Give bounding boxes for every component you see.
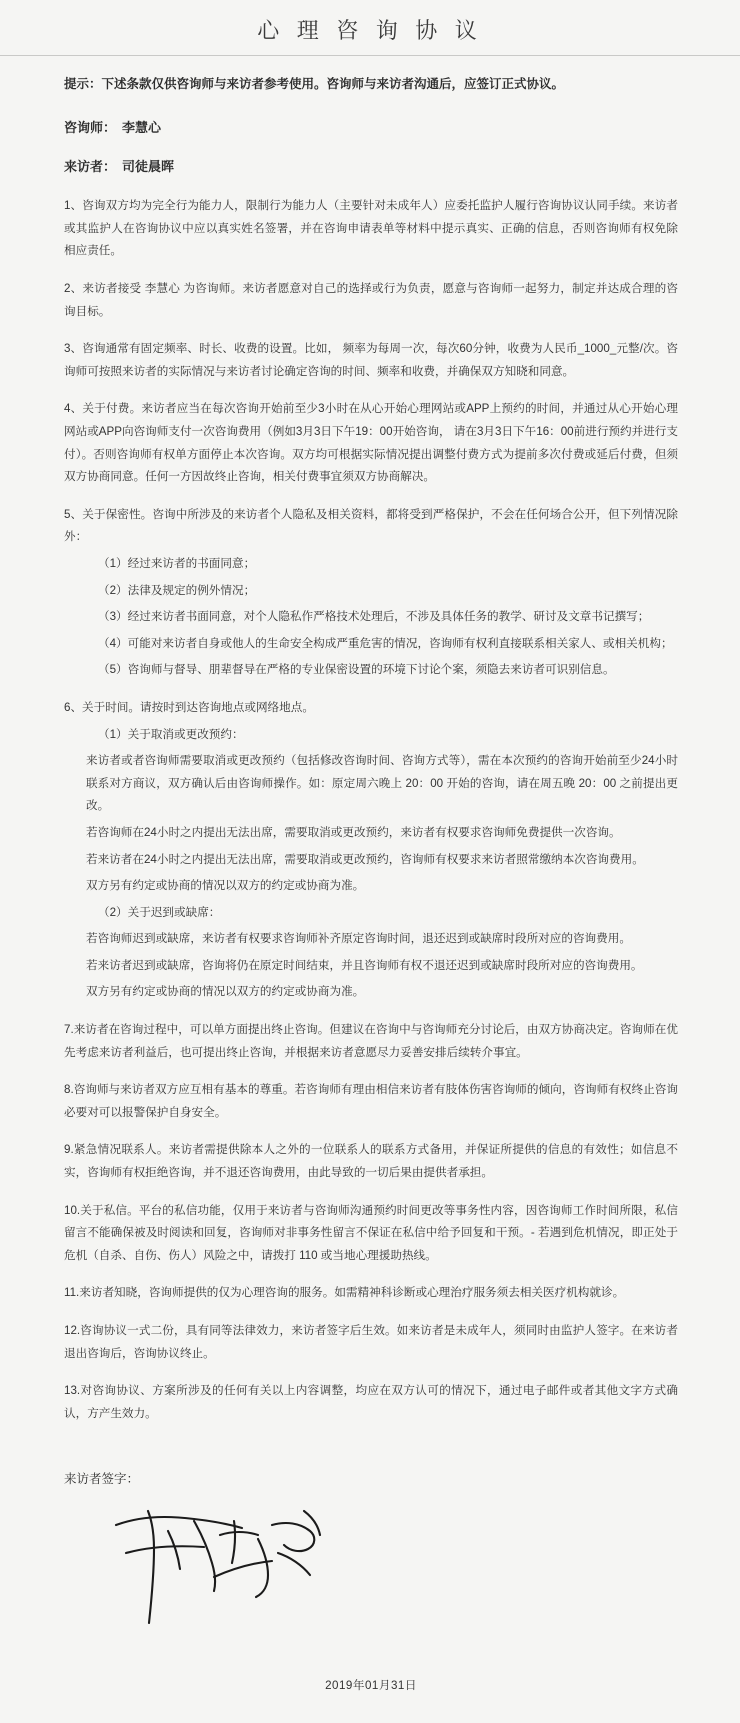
clause-12: 12.咨询协议一式二份，具有同等法律效力，来访者签字后生效。如来访者是未成年人，须同时由监护人签字。在来访者退出咨询后，咨询协议终止。 <box>64 1324 678 1360</box>
counselor-name: 李慧心 <box>122 120 162 136</box>
document-body <box>0 74 740 1693</box>
confidentiality-item-3: （3）经过来访者书面同意，对个人隐私作严格技术处理后，不涉及具体任务的教学、研讨及文章书记撰写； <box>98 610 650 624</box>
clause-6-sub2-para-1: 若咨询师迟到或缺席，来访者有权要求咨询师补齐原定咨询时间，退还迟到或缺席时段所对应的咨询费用。 <box>86 932 631 946</box>
clause-4: 4、关于付费。来访者应当在每次咨询开始前至少3小时在从心开始心理网站或APP上预约的时间，并通过从心开始心理网站或APP向咨询师支付一次咨询费用（例如3月3日下午19：00开始咨询， 请在3月3日下午16：00前进行预约并进行支付）。否则咨询师有权单方面停止本次咨询。双方均可根据实际情况提出调整付费方式为提前多次付费或延后付费，但须双方协商同意。任何一方因故终止咨询，相关付费事宜须双方协商解决。 <box>64 402 678 484</box>
clause-5: 5、关于保密性。咨询中所涉及的来访者个人隐私及相关资料，都将受到严格保护，不会在任何场合公开，但下列情况除外： <box>64 507 678 544</box>
clause-6-sub1-para-2: 若咨询师在24小时之内提出无法出席，需要取消或更改预约，来访者有权要求咨询师免费提供一次咨询。 <box>86 825 621 839</box>
signature-area <box>64 1491 678 1641</box>
client-name: 司徒晨晖 <box>122 159 175 175</box>
clause-6-sub2-heading: （2）关于迟到或缺席： <box>98 905 221 919</box>
clause-6-sub1-para-1: 来访者或者咨询师需要取消或更改预约（包括修改咨询时间、咨询方式等），需在本次预约的咨询开始前至少24小时联系对方商议，双方确认后由咨询师操作。如：原定周六晚上 20：00 开始的咨询，请在周五晚 20：00 之前提出更改。 <box>86 754 678 813</box>
clause-2: 2、来访者接受 李慧心 为咨询师。来访者愿意对自己的选择或行为负责，愿意与咨询师一起努力，制定并达成合理的咨询目标。 <box>64 282 678 318</box>
clause-7: 7.来访者在咨询过程中，可以单方面提出终止咨询。但建议在咨询中与咨询师充分讨论后，由双方协商决定。咨询师在优先考虑来访者利益后，也可提出终止咨询，并根据来访者意愿尽力妥善安排后续转介事宜。 <box>64 1023 678 1059</box>
clause-6-sub1-para-3: 若来访者在24小时之内提出无法出席，需要取消或更改预约，咨询师有权要求来访者照常缴纳本次咨询费用。 <box>86 852 644 866</box>
clause-9: 9.紧急情况联系人。来访者需提供除本人之外的一位联系人的联系方式备用，并保证所提供的信息的有效性；如信息不实，咨询师有权拒绝咨询，并不退还咨询费用，由此导致的一切后果由提供者承担。 <box>64 1143 678 1180</box>
signature-label: 来访者签字： <box>64 1472 140 1487</box>
clause-11: 11.来访者知晓，咨询师提供的仅为心理咨询的服务。如需精神科诊断或心理治疗服务须去相关医疗机构就诊。 <box>64 1286 625 1300</box>
confidentiality-item-5: （5）咨询师与督导、朋辈督导在严格的专业保密设置的环境下讨论个案，须隐去来访者可识别信息。 <box>98 663 615 677</box>
clause-3: 3、咨询通常有固定频率、时长、收费的设置。比如， 频率为每周一次，每次60分钟，收费为人民币_1000_元整/次。咨询师可按照来访者的实际情况与来访者讨论确定咨询的时间、频率和收费，并确保双方知晓和同意。 <box>64 342 678 378</box>
clause-10: 10.关于私信。平台的私信功能，仅用于来访者与咨询师沟通预约时间更改等事务性内容，因咨询师工作时间所限，私信留言不能确保被及时阅读和回复，咨询师对非事务性留言不保证在私信中给予回复和干预。- 若遇到危机情况，即正处于危机（自杀、自伤、伤人）风险之中，请拨打 110 或当地心理援助热线。 <box>64 1203 678 1262</box>
clause-6-sub1-para-4: 双方另有约定或协商的情况以双方的约定或协商为准。 <box>86 879 365 893</box>
clause-1: 1、咨询双方均为完全行为能力人，限制行为能力人（主要针对未成年人）应委托监护人履行咨询协议认同手续。来访者或其监护人在咨询协议中应以真实姓名签署，并在咨询申请表单等材料中提示真实、正确的信息，否则咨询师有权免除相应责任。 <box>64 199 678 258</box>
notice-text: 提示：下述条款仅供咨询师与来访者参考使用。咨询师与来访者沟通后，应签订正式协议。 <box>64 77 565 91</box>
clause-6-sub2-para-2: 若来访者迟到或缺席，咨询将仍在原定时间结束，并且咨询师有权不退还迟到或缺席时段所对应的咨询费用。 <box>86 958 643 972</box>
clause-13: 13.对咨询协议、方案所涉及的任何有关以上内容调整，均应在双方认可的情况下，通过电子邮件或者其他文字方式确认，方产生效力。 <box>64 1384 678 1420</box>
counselor-line <box>64 117 678 136</box>
clause-6-sub1-heading: （1）关于取消或更改预约： <box>98 727 244 741</box>
clause-6-sub2-para-3: 双方另有约定或协商的情况以双方的约定或协商为准。 <box>86 985 365 999</box>
handwritten-signature-icon <box>108 1491 328 1631</box>
document-date: 2019年01月31日 <box>325 1679 417 1693</box>
confidentiality-item-2: （2）法律及规定的例外情况； <box>98 583 256 597</box>
page-title: 心 理 咨 询 协 议 <box>257 18 483 43</box>
clause-6-heading: 6、关于时间。请按时到达咨询地点或网络地点。 <box>64 700 314 714</box>
confidentiality-item-1: （1）经过来访者的书面同意； <box>98 556 256 570</box>
client-label: 来访者： <box>64 159 117 175</box>
counselor-label: 咨询师： <box>64 120 117 136</box>
client-line <box>64 156 678 175</box>
title-divider <box>0 55 740 56</box>
clause-8: 8.咨询师与来访者双方应互相有基本的尊重。若咨询师有理由相信来访者有肢体伤害咨询师的倾向，咨询师有权终止咨询必要对可以报警保护自身安全。 <box>64 1083 678 1119</box>
confidentiality-item-4: （4）可能对来访者自身或他人的生命安全构成严重危害的情况，咨询师有权利直接联系相关家人、或相关机构； <box>98 636 673 650</box>
